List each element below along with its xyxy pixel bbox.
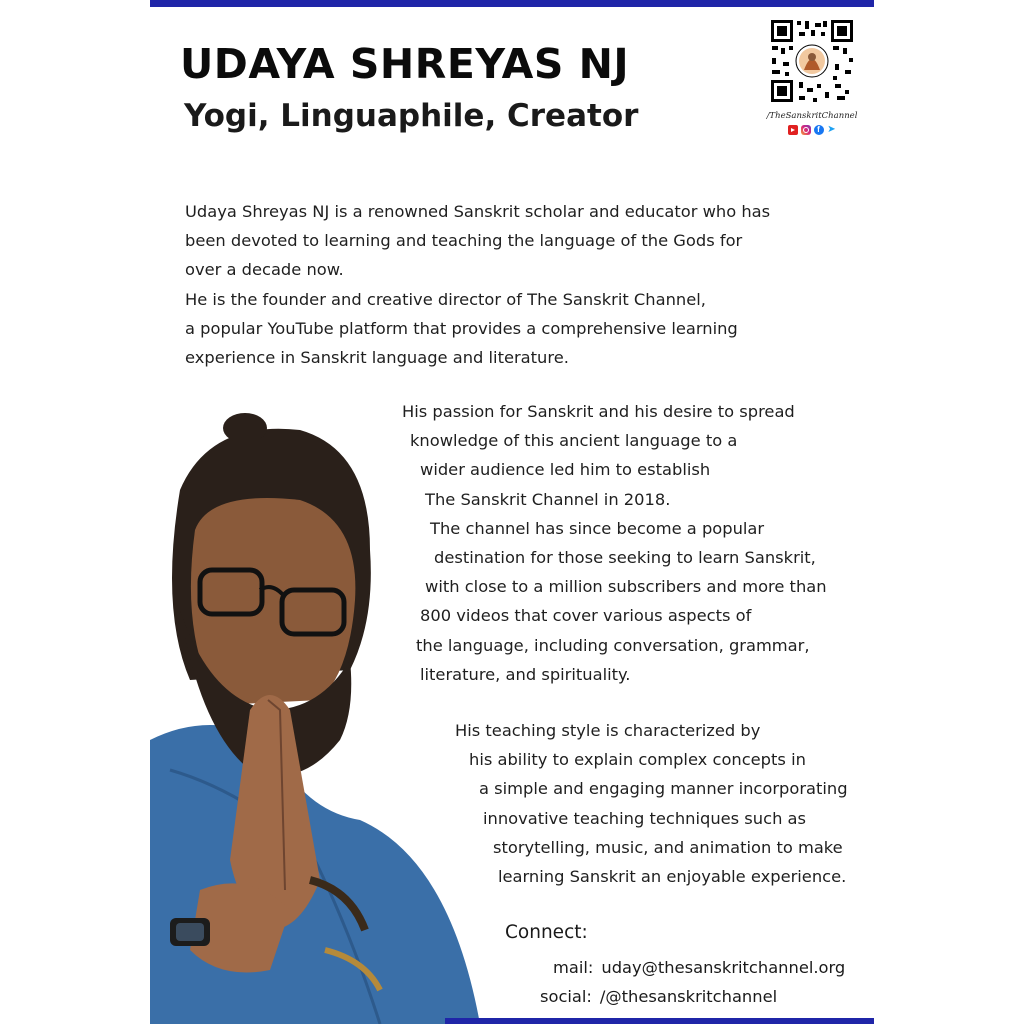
teaching-line: learning Sanskrit an enjoyable experience.	[498, 867, 847, 887]
social-icons	[762, 125, 862, 135]
portrait-photo	[150, 410, 490, 1024]
connect-heading: Connect:	[505, 922, 588, 943]
intro-line: He is the founder and creative director of The Sanskrit Channel,	[185, 289, 706, 309]
passion-line: 800 videos that cover various aspects of	[420, 606, 752, 626]
intro-paragraph	[185, 197, 770, 372]
youtube-icon[interactable]	[788, 125, 798, 135]
passion-line: the language, including conversation, grammar,	[416, 635, 810, 655]
teaching-line: a simple and engaging manner incorporating	[479, 779, 848, 799]
teaching-line: innovative teaching techniques such as	[483, 808, 807, 828]
qr-code	[769, 18, 855, 104]
intro-line: Udaya Shreyas NJ is a renowned Sanskrit scholar and educator who has	[185, 202, 771, 221]
twitter-icon[interactable]: ➤	[827, 124, 836, 135]
mail-row	[553, 958, 845, 977]
intro-line: a popular YouTube platform that provides a comprehensive learning	[185, 318, 738, 338]
social-row	[540, 987, 777, 1006]
mail-link[interactable]: uday@thesanskritchannel.org	[601, 958, 846, 977]
qr-block	[762, 18, 862, 135]
passion-line: His passion for Sanskrit and his desire to spread	[402, 402, 795, 421]
top-accent-bar	[150, 0, 874, 7]
bio-card	[150, 0, 874, 1024]
intro-line: over a decade now.	[185, 260, 344, 280]
page-title: UDAYA SHREYAS NJ	[180, 40, 630, 88]
teaching-line: his ability to explain complex concepts in	[469, 750, 806, 770]
passion-line: knowledge of this ancient language to a	[410, 431, 738, 451]
tagline: Yogi, Linguaphile, Creator	[184, 98, 639, 134]
facebook-icon[interactable]: f	[814, 125, 824, 135]
connect-section	[505, 922, 846, 1006]
instagram-icon[interactable]	[801, 125, 811, 135]
teaching-line: storytelling, music, and animation to make	[493, 837, 843, 857]
passion-line: literature, and spirituality.	[420, 664, 631, 684]
passion-line: The channel has since become a popular	[430, 518, 765, 538]
passion-line: destination for those seeking to learn Sanskrit,	[434, 548, 816, 568]
intro-line: been devoted to learning and teaching the language of the Gods for	[185, 231, 743, 251]
teaching-paragraph	[455, 716, 848, 891]
passion-line: The Sanskrit Channel in 2018.	[425, 489, 671, 509]
passion-line: wider audience led him to establish	[420, 460, 711, 480]
social-label: social:	[540, 987, 592, 1006]
teaching-line: His teaching style is characterized by	[455, 721, 761, 740]
mail-label: mail:	[553, 958, 594, 977]
channel-handle: /TheSanskritChannel	[766, 111, 858, 121]
bottom-accent-bar	[445, 1018, 874, 1024]
social-link[interactable]: /@thesanskritchannel	[599, 987, 778, 1006]
intro-line: experience in Sanskrit language and literature.	[185, 348, 569, 368]
passion-line: with close to a million subscribers and more than	[425, 577, 827, 597]
